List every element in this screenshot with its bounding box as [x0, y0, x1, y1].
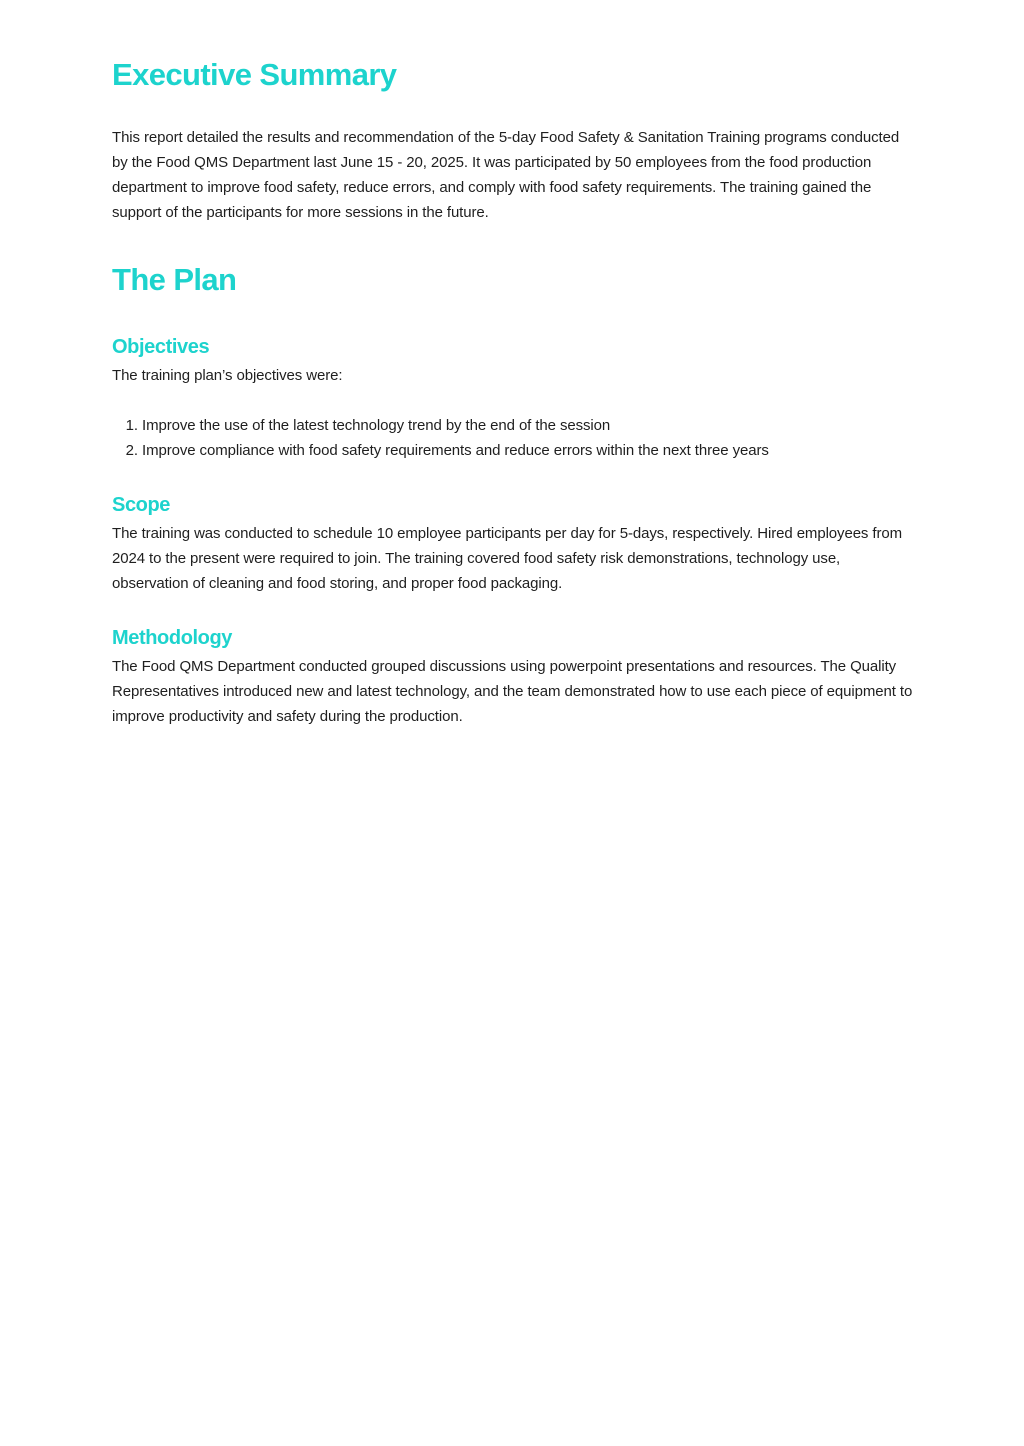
methodology-heading: Methodology [112, 627, 233, 649]
objectives-heading: Objectives [112, 336, 210, 358]
objectives-list [112, 413, 944, 463]
methodology-paragraph: The Food QMS Department conducted grouped discussions using powerpoint presentations and resources. The Quality Representatives introduced new and latest technology, and the team demonstrated how to use each piece of equipment to improve productivity and safety during the production. [112, 658, 913, 725]
scope-heading: Scope [112, 494, 171, 516]
executive-summary-heading: Executive Summary [112, 57, 397, 92]
the-plan-heading: The Plan [112, 262, 237, 297]
objectives-intro: The training plan’s objectives were: [112, 367, 343, 384]
objective-item: 1. Improve the use of the latest technology trend by the end of the session [142, 413, 944, 438]
executive-summary-paragraph: This report detailed the results and recommendation of the 5-day Food Safety & Sanitation Training programs conducted by the Food QMS Department last June 15 - 20, 2025. It was participated by 50 employees from the food production department to improve food safety, reduce errors, and comply with food safety requirements. The training gained the support of the participants for more sessions in the future. [112, 129, 900, 221]
objective-item: 2. Improve compliance with food safety requirements and reduce errors within the next three years [142, 438, 944, 463]
scope-paragraph: The training was conducted to schedule 10 employee participants per day for 5-days, respectively. Hired employees from 2024 to the present were required to join. The training covered food safety risk demonstrations, technology use, observation of cleaning and food storing, and proper food packaging. [112, 525, 902, 592]
